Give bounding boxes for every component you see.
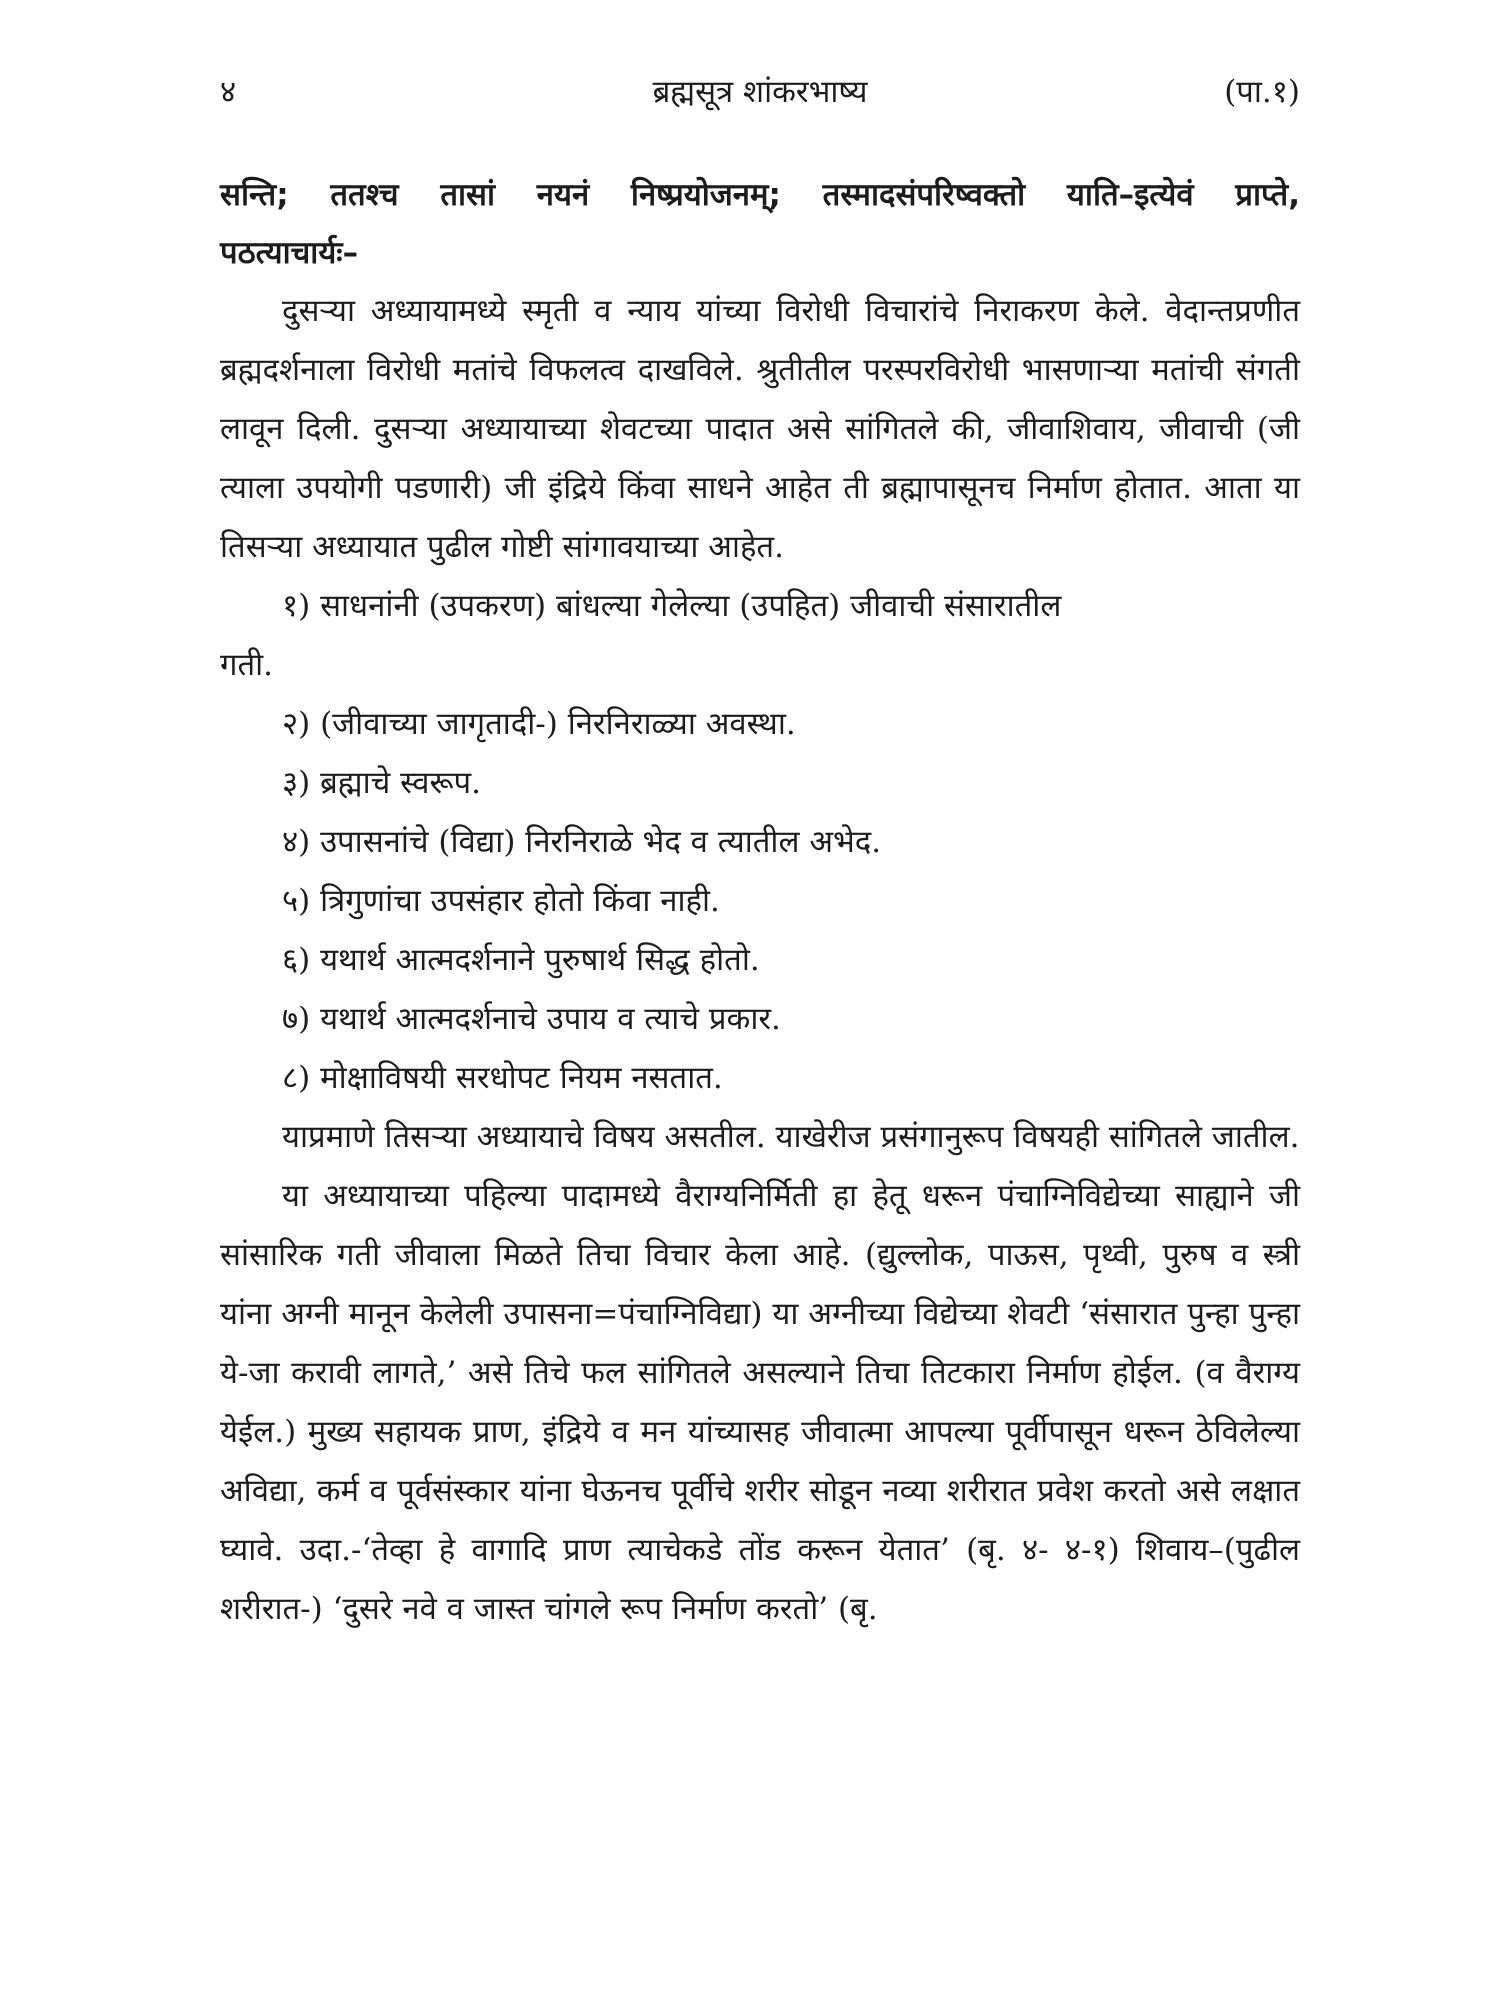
list-item: ४) उपासनांचे (विद्या) निरनिराळे भेद व त्यातील अभेद. — [282, 824, 882, 860]
list-item: ७) यथार्थ आत्मदर्शनाचे उपाय व त्याचे प्रकार. — [282, 1001, 781, 1037]
sanskrit-text-line-1: सन्ति; ततश्च तासां नयनं निष्प्रयोजनम्; तस्मादसंपरिष्वक्तो याति–इत्येवं प्राप्ते, — [220, 177, 1300, 213]
list-item: ८) मोक्षाविषयी सरधोपट नियम नसतात. — [282, 1060, 723, 1096]
page-header — [220, 62, 1300, 122]
intro-paragraph: दुसऱ्या अध्यायामध्ये स्मृती व न्याय यांच्या विरोधी विचारांचे निराकरण केले. वेदान्तप्रणीत ब्रह्मदर्शनाला विरोधी मतांचे विफलत्व दाखविले. श्रुतीतील परस्परविरोधी भासणाऱ्या मतांची संगती लावून दिली. दुसऱ्या अध्यायाच्या शेवटच्या पादात असे सांगितले की, जीवाशिवाय, जीवाची (जी त्याला उपयोगी पडणारी) जी इंद्रिये किंवा साधने आहेत ती ब्रह्मापासूनच निर्माण होतात. आता या तिसऱ्या अध्यायात पुढील गोष्टी सांगावयाच्या आहेत. — [220, 293, 1300, 565]
list-item: ५) त्रिगुणांचा उपसंहार होतो किंवा नाही. — [282, 883, 720, 919]
book-title: ब्रह्मसूत्र शांकरभाष्य — [652, 74, 868, 110]
book-page — [220, 62, 1300, 1962]
body-paragraph: या अध्यायाच्या पहिल्या पादामध्ये वैराग्यनिर्मिती हा हेतू धरून पंचाग्निविद्येच्या साह्याने जी सांसारिक गती जीवाला मिळते तिचा विचार केला आहे. (द्युल्लोक, पाऊस, पृथ्वी, पुरुष व स्त्री यांना अग्नी मानून केलेली उपासना=पंचाग्निविद्या) या अग्नीच्या विद्येच्या शेवटी ‘संसारात पुन्हा पुन्हा ये-जा करावी लागते,’ असे तिचे फल सांगितले असल्याने तिचा तिटकारा निर्माण होईल. (व वैराग्य येईल.) मुख्य सहायक प्राण, इंद्रिये व मन यांच्यासह जीवात्मा आपल्या पूर्वीपासून धरून ठेविलेल्या अविद्या, कर्म व पूर्वसंस्कार यांना घेऊनच पूर्वीचे शरीर सोडून नव्या शरीरात प्रवेश करतो असे लक्षात घ्यावे. उदा.-‘तेव्हा हे वागादि प्राण त्याचेकडे तोंड करून येतात’ (बृ. ४- ४-१) शिवाय–(पुढील शरीरात-) ‘दुसरे नवे व जास्त चांगले रूप निर्माण करतो’ (बृ. — [220, 1178, 1300, 1627]
page-number: ४ — [220, 74, 237, 110]
list-item: ६) यथार्थ आत्मदर्शनाने पुरुषार्थ सिद्ध होतो. — [282, 942, 760, 978]
chapter-reference: (पा.१) — [1224, 74, 1300, 110]
list-item-continuation: गती. — [220, 647, 274, 683]
list-item — [220, 577, 1300, 695]
list-item: २) (जीवाच्या जागृतादी-) निरनिराळ्या अवस्था. — [282, 706, 796, 742]
sanskrit-text-line-2: पठत्याचार्यः– — [220, 235, 359, 271]
summary-paragraph: याप्रमाणे तिसऱ्या अध्यायाचे विषय असतील. याखेरीज प्रसंगानुरूप विषयही सांगितले जातील. — [282, 1119, 1300, 1155]
list-item-text: १) साधनांनी (उपकरण) बांधल्या गेलेल्या (उपहित) जीवाची संसारातील — [282, 588, 1062, 624]
list-item: ३) ब्रह्माचे स्वरूप. — [282, 765, 482, 801]
